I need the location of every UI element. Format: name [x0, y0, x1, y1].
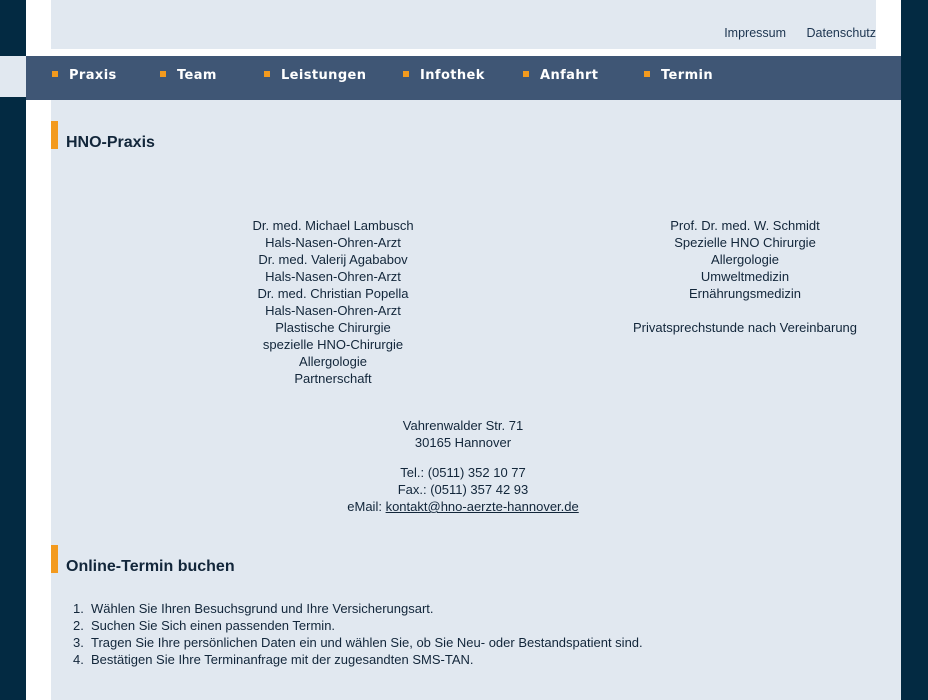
list-item: 4. Bestätigen Sie Ihre Terminanfrage mit der zugesandten SMS-TAN.: [73, 652, 474, 667]
private-consultation-note: Privatsprechstunde nach Vereinbarung: [632, 320, 858, 335]
doctor-line: Hals-Nasen-Ohren-Arzt: [265, 235, 401, 250]
nav-item-label: Anfahrt: [540, 68, 599, 83]
address-city: 30165 Hannover: [414, 435, 512, 450]
header-links: [707, 26, 876, 40]
nav-item-leistungen[interactable]: [264, 68, 366, 88]
nav-item-label: Praxis: [69, 68, 117, 83]
nav-item-anfahrt[interactable]: [523, 68, 598, 88]
nav-item-label: Termin: [661, 68, 714, 83]
doctor-line: Prof. Dr. med. W. Schmidt: [670, 218, 820, 233]
bullet-square-icon: [644, 71, 650, 77]
address-block: [313, 417, 613, 515]
email-link[interactable]: kontakt@hno-aerzte-hannover.de: [385, 499, 579, 514]
bullet-square-icon: [403, 71, 409, 77]
doctors-left-column: [233, 217, 433, 387]
nav-item-label: Leistungen: [281, 68, 367, 83]
bullet-square-icon: [52, 71, 58, 77]
doctor-line: Dr. med. Michael Lambusch: [252, 218, 414, 233]
doctors-right-column: [625, 217, 865, 336]
nav-item-termin[interactable]: [644, 68, 713, 88]
doctor-line: Umweltmedizin: [700, 269, 790, 284]
spacer: [313, 451, 613, 464]
header-band: [51, 0, 876, 49]
practice-title: HNO-Praxis: [66, 134, 155, 151]
main-nav: [26, 56, 901, 100]
main-content: [51, 100, 901, 700]
list-item: 1. Wählen Sie Ihren Besuchsgrund und Ihre Versicherungsart.: [73, 601, 434, 616]
doctor-line: Partnerschaft: [294, 371, 372, 386]
heading-accent-bar: [51, 545, 58, 573]
nav-item-label: Team: [177, 68, 217, 83]
doctor-line: Hals-Nasen-Ohren-Arzt: [265, 303, 401, 318]
spacer: [625, 302, 865, 319]
booking-steps-list: [73, 600, 643, 668]
nav-item-infothek[interactable]: [403, 68, 485, 88]
heading-accent-bar: [51, 121, 58, 149]
doctor-line: Spezielle HNO Chirurgie: [674, 235, 816, 250]
nav-left-stub: [0, 56, 26, 97]
address-street: Vahrenwalder Str. 71: [402, 418, 524, 433]
impressum-link[interactable]: Impressum: [724, 26, 787, 40]
doctor-line: Ernährungsmedizin: [688, 286, 801, 301]
doctor-line: Hals-Nasen-Ohren-Arzt: [265, 269, 401, 284]
doctor-line: spezielle HNO-Chirurgie: [262, 337, 404, 352]
datenschutz-link[interactable]: Datenschutz: [806, 26, 876, 40]
list-item: 3. Tragen Sie Ihre persönlichen Daten ein und wählen Sie, ob Sie Neu- oder Bestandspatient sind.: [73, 635, 643, 650]
list-item: 2. Suchen Sie Sich einen passenden Termin.: [73, 618, 336, 633]
doctor-line: Dr. med. Valerij Agababov: [258, 252, 408, 267]
bullet-square-icon: [264, 71, 270, 77]
nav-item-praxis[interactable]: [52, 68, 117, 88]
doctor-line: Allergologie: [299, 354, 367, 369]
doctor-line: Dr. med. Christian Popella: [257, 286, 409, 301]
phone-number: Tel.: (0511) 352 10 77: [400, 465, 526, 480]
nav-item-label: Infothek: [420, 68, 485, 83]
bullet-square-icon: [523, 71, 529, 77]
email-label: eMail:: [347, 499, 382, 514]
doctor-line: Allergologie: [711, 252, 779, 267]
email-line: [313, 498, 613, 515]
booking-title: Online-Termin buchen: [66, 558, 235, 575]
doctor-line: Plastische Chirurgie: [275, 320, 391, 335]
nav-item-team[interactable]: [160, 68, 217, 88]
bullet-square-icon: [160, 71, 166, 77]
fax-number: Fax.: (0511) 357 42 93: [397, 482, 529, 497]
